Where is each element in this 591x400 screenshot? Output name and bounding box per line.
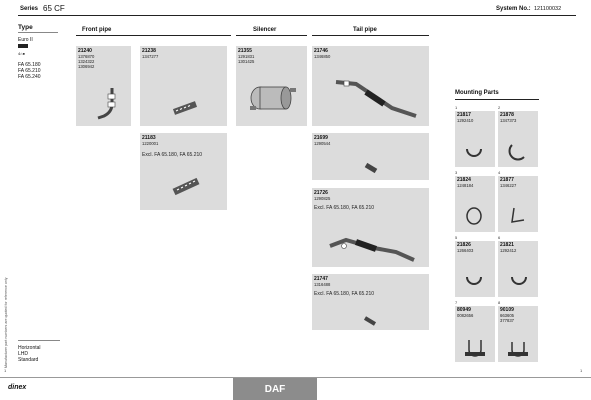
bracket-icon bbox=[508, 143, 528, 161]
part-number: 21821 bbox=[500, 242, 514, 248]
ring-icon bbox=[463, 206, 485, 226]
system-label: System No.: bbox=[496, 6, 531, 12]
mount-part-21826[interactable] bbox=[455, 241, 495, 297]
u-bolt-clamp-icon bbox=[463, 336, 487, 360]
page-marker-right: 1 bbox=[580, 368, 583, 373]
clamp-pipe-icon bbox=[362, 314, 380, 328]
type-euro: Euro II bbox=[18, 37, 33, 43]
type-standard: Standard bbox=[18, 357, 39, 363]
section-mounting-parts: Mounting Parts bbox=[455, 90, 499, 96]
part-number: 21746 bbox=[314, 48, 328, 54]
mount-part-21877[interactable] bbox=[498, 176, 538, 232]
clamp-icon bbox=[463, 273, 485, 291]
part-number: 21238 bbox=[142, 48, 156, 54]
mount-index: 5 bbox=[455, 235, 458, 240]
section-tail-pipe: Tail pipe bbox=[353, 27, 377, 33]
part-ref: 663605 bbox=[500, 313, 514, 318]
tail-pipe-icon bbox=[332, 74, 422, 122]
rule-tail bbox=[312, 35, 429, 36]
part-number: 21726 bbox=[314, 190, 328, 196]
part-number: 21878 bbox=[500, 112, 514, 118]
series-label: Series bbox=[20, 6, 39, 12]
mount-index: 1 bbox=[455, 105, 458, 110]
mount-index: 7 bbox=[455, 300, 458, 305]
part-exclusion: Excl. FA 65.180, FA 65.210 bbox=[314, 205, 375, 211]
type-rule bbox=[18, 32, 58, 33]
part-number: 21183 bbox=[142, 135, 156, 141]
part-number: 21747 bbox=[314, 276, 328, 282]
mount-index: 6 bbox=[498, 235, 501, 240]
type-orientation: Horizontal bbox=[18, 345, 41, 351]
flex-pipe-icon bbox=[170, 175, 204, 197]
section-front-pipe: Front pipe bbox=[82, 27, 112, 33]
mount-part-90109[interactable] bbox=[498, 306, 538, 362]
type-drive: LHD bbox=[18, 351, 29, 357]
part-21699[interactable] bbox=[312, 133, 429, 180]
part-exclusion: Excl. FA 65.180, FA 65.210 bbox=[142, 152, 203, 158]
page-marker-left: 1 bbox=[4, 368, 7, 373]
section-silencer: Silencer bbox=[253, 27, 277, 33]
part-number: 21877 bbox=[500, 177, 514, 183]
part-number: 21817 bbox=[457, 112, 471, 118]
part-number: 21826 bbox=[457, 242, 471, 248]
mount-index: 2 bbox=[498, 105, 501, 110]
part-ref: 1324322 bbox=[78, 59, 95, 64]
part-ref: 1291831 bbox=[238, 54, 255, 59]
part-ref: 1290544 bbox=[314, 141, 331, 146]
brand-tab: DAF bbox=[233, 378, 317, 400]
part-21240[interactable] bbox=[76, 46, 131, 126]
clamp-icon bbox=[508, 273, 530, 291]
dinex-logo: dinex bbox=[8, 384, 27, 391]
rule-front bbox=[76, 35, 231, 36]
part-21238[interactable] bbox=[140, 46, 227, 126]
part-exclusion: Excl. FA 65.180, FA 65.210 bbox=[314, 291, 375, 297]
mount-part-80949[interactable] bbox=[455, 306, 495, 362]
part-ref: 1220001 bbox=[142, 141, 159, 146]
type-model-3: FA 65.240 bbox=[18, 74, 41, 80]
rule-silencer bbox=[236, 35, 307, 36]
type-model-2: FA 65.210 bbox=[18, 68, 41, 74]
part-21726[interactable] bbox=[312, 188, 429, 267]
part-number: 21355 bbox=[238, 48, 252, 54]
part-ref: 377837 bbox=[500, 318, 514, 323]
clamp-icon bbox=[463, 145, 485, 163]
mount-part-21821[interactable] bbox=[498, 241, 538, 297]
part-ref: 1248184 bbox=[457, 183, 474, 188]
u-bolt-clamp-icon bbox=[506, 338, 530, 360]
part-number: 21699 bbox=[314, 135, 328, 141]
part-ref: 1290825 bbox=[314, 196, 331, 201]
header-rule bbox=[18, 15, 576, 16]
part-ref: 1301425 bbox=[238, 59, 255, 64]
part-number: 21824 bbox=[457, 177, 471, 183]
mount-index: 4 bbox=[498, 170, 501, 175]
rule-mounting bbox=[455, 99, 539, 100]
symbol-icon: 4⌂● bbox=[18, 51, 26, 56]
clamp-pipe-icon bbox=[362, 159, 382, 177]
part-21183[interactable] bbox=[140, 133, 227, 210]
part-ref: 1347277 bbox=[142, 54, 159, 59]
front-pipe-icon bbox=[94, 86, 120, 122]
bracket-icon bbox=[508, 206, 528, 226]
type-bottom-rule bbox=[18, 340, 60, 341]
part-number: 90109 bbox=[500, 307, 514, 313]
part-21747[interactable] bbox=[312, 274, 429, 330]
part-ref: 0082656 bbox=[457, 313, 474, 318]
side-note: Manufacturer part numbers are quoted for reference only bbox=[4, 277, 8, 368]
part-ref: 1316488 bbox=[314, 282, 331, 287]
mount-part-21817[interactable] bbox=[455, 111, 495, 167]
part-number: 21240 bbox=[78, 48, 92, 54]
type-title: Type bbox=[18, 24, 33, 31]
mount-index: 3 bbox=[455, 170, 458, 175]
tail-pipe-icon bbox=[326, 226, 422, 264]
part-ref: 1346850 bbox=[314, 54, 331, 59]
part-ref: 1292412 bbox=[500, 248, 517, 253]
flex-pipe-icon bbox=[170, 98, 204, 118]
mount-part-21824[interactable] bbox=[455, 176, 495, 232]
mount-index: 8 bbox=[498, 300, 501, 305]
part-ref: 1292410 bbox=[457, 118, 474, 123]
type-model-1: FA 65.180 bbox=[18, 62, 41, 68]
truck-icon bbox=[18, 44, 28, 48]
mount-part-21878[interactable] bbox=[498, 111, 538, 167]
part-ref: 1347373 bbox=[500, 118, 517, 123]
part-number: 80949 bbox=[457, 307, 471, 313]
silencer-icon bbox=[246, 80, 298, 116]
part-ref: 1376870 bbox=[78, 54, 95, 59]
part-21355[interactable] bbox=[236, 46, 307, 126]
system-value: 121100032 bbox=[534, 6, 562, 12]
series-value: 65 CF bbox=[43, 4, 65, 13]
part-ref: 1266403 bbox=[457, 248, 474, 253]
part-ref: 1306942 bbox=[78, 64, 95, 69]
part-ref: 1346227 bbox=[500, 183, 517, 188]
part-21746[interactable] bbox=[312, 46, 429, 126]
